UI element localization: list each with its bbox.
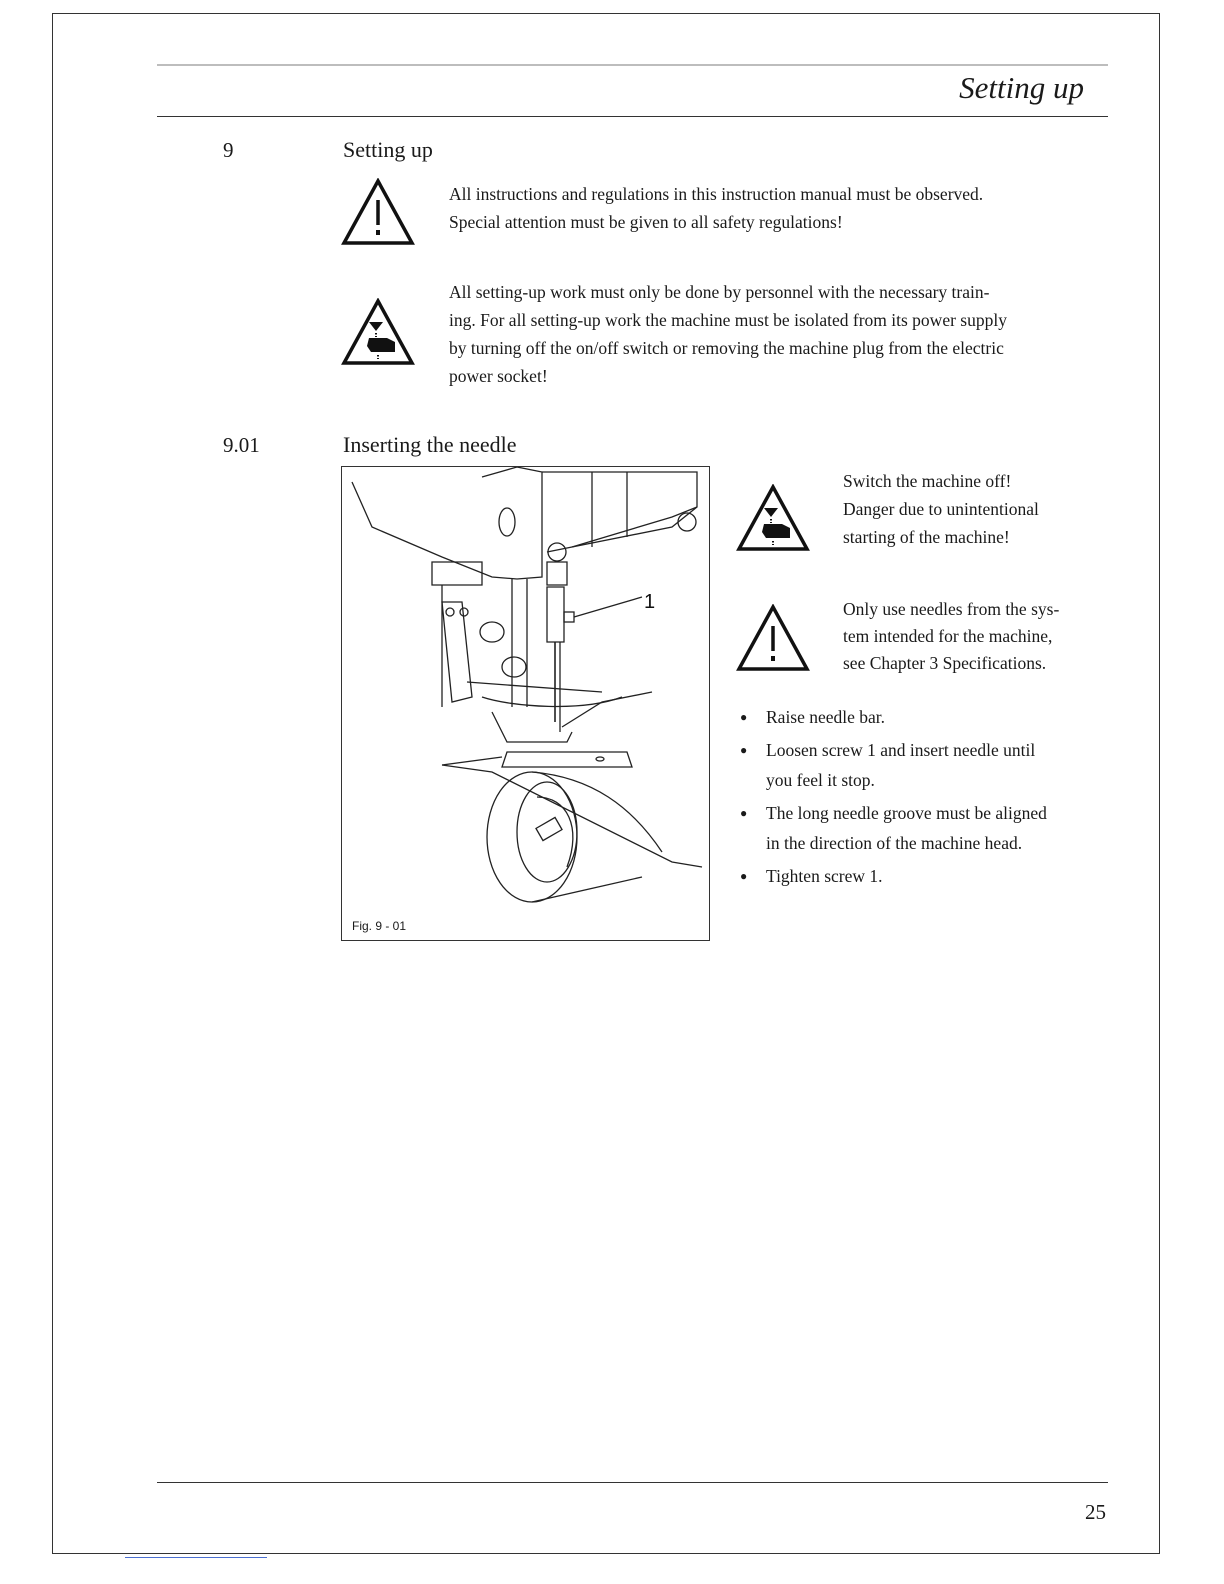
section-title: Inserting the needle	[343, 432, 517, 457]
text-line: tem intended for the machine,	[843, 626, 1053, 646]
text-line: in the direction of the machine head.	[766, 833, 1023, 853]
text-line: you feel it stop.	[766, 770, 875, 790]
text-line: power socket!	[449, 366, 548, 386]
header-rule-top	[157, 64, 1108, 66]
warning-needles-text	[843, 596, 1103, 677]
text-line: ● Loosen screw 1 and insert needle until	[766, 740, 1036, 760]
instruction-steps	[738, 702, 1098, 894]
sewing-machine-illustration	[342, 467, 710, 941]
exclamation-warning-icon	[341, 178, 415, 246]
warning-general-text	[449, 180, 1089, 236]
text-line: Only use needles from the sys-	[843, 599, 1060, 619]
text-line: All instructions and regulations in this instruction manual must be observed.	[449, 184, 984, 204]
text-line: Special attention must be given to all safety regulations!	[449, 212, 843, 232]
text-line: All setting-up work must only be done by personnel with the necessary train-	[449, 282, 990, 302]
text-line: ● Raise needle bar.	[766, 707, 886, 727]
warning-switch-off-text	[843, 467, 1103, 551]
text-line: starting of the machine!	[843, 527, 1010, 547]
footer-link-underline	[125, 1557, 267, 1558]
figure-callout-1: 1	[644, 591, 656, 613]
running-header: Setting up	[959, 70, 1084, 105]
hand-danger-warning-icon	[736, 484, 810, 552]
list-item	[738, 735, 1098, 795]
list-item	[738, 861, 1098, 891]
list-item	[738, 702, 1098, 732]
warning-power-text	[449, 278, 1089, 390]
list-item	[738, 798, 1098, 858]
figure-caption: Fig. 9 - 01	[352, 919, 407, 933]
footer-rule	[157, 1482, 1108, 1483]
header-rule	[157, 116, 1108, 117]
text-line: ing. For all setting-up work the machine must be isolated from its power supply	[449, 310, 1007, 330]
text-line: see Chapter 3 Specifications.	[843, 653, 1047, 673]
text-line: Danger due to unintentional	[843, 499, 1039, 519]
section-number: 9	[223, 138, 234, 162]
page-number: 25	[1085, 1500, 1106, 1524]
section-number: 9.01	[223, 433, 260, 457]
text-line: ● The long needle groove must be aligned	[766, 803, 1047, 823]
text-line: ● Tighten screw 1.	[766, 866, 883, 886]
section-title: Setting up	[343, 137, 433, 162]
text-line: Switch the machine off!	[843, 471, 1012, 491]
hand-danger-warning-icon	[341, 298, 415, 366]
figure-needle-insertion	[341, 466, 710, 941]
exclamation-warning-icon	[736, 604, 810, 672]
text-line: by turning off the on/off switch or removing the machine plug from the electric	[449, 338, 1004, 358]
